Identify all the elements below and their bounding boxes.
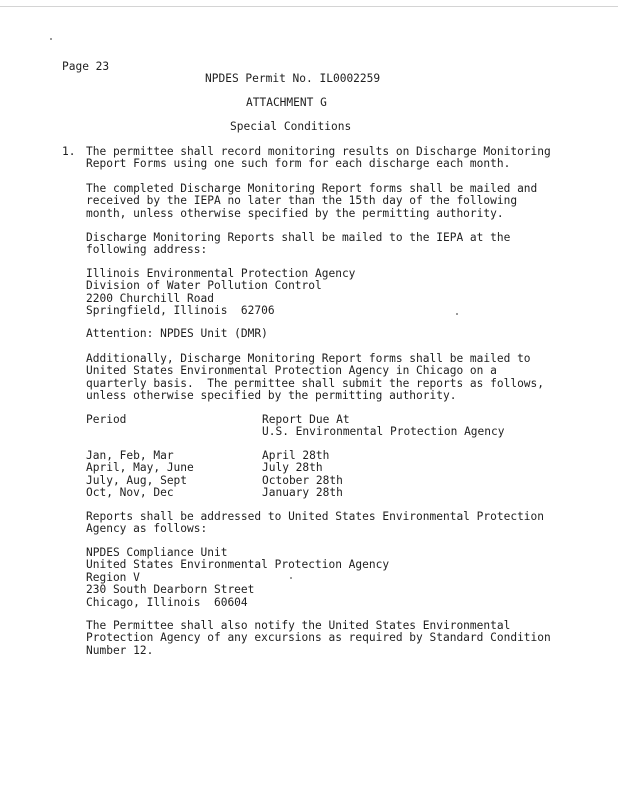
text-line: Number 12. bbox=[86, 643, 154, 657]
address-line: Division of Water Pollution Control bbox=[86, 279, 322, 293]
excursion-paragraph bbox=[86, 620, 551, 657]
address-line: Region V bbox=[86, 570, 140, 584]
attention-line bbox=[86, 328, 268, 340]
due-date-cell: October 28th bbox=[262, 473, 343, 487]
due-date-cell: January 28th bbox=[262, 486, 343, 500]
usepa-paragraph bbox=[86, 353, 544, 403]
text-line: month, unless otherwise specified by the permitting authority. bbox=[86, 206, 504, 220]
scan-speck bbox=[50, 38, 52, 40]
period-cell: April, May, June bbox=[86, 461, 194, 475]
address-line: Illinois Environmental Protection Agency bbox=[86, 267, 356, 280]
text-line: Report Forms using one such form for each discharge each month. bbox=[86, 157, 511, 171]
text-line: unless otherwise specified by the permitting authority. bbox=[86, 389, 457, 403]
period-cell: Jan, Feb, Mar bbox=[86, 449, 174, 462]
due-date-cell: July 28th bbox=[262, 461, 323, 475]
address-line: United States Environmental Protection Agency bbox=[86, 558, 390, 572]
text-line: Reports shall be addressed to United States Environmental Protection bbox=[86, 510, 545, 523]
due-header-line: Report Due At bbox=[262, 413, 350, 426]
text-line: Additionally, Discharge Monitoring Report forms shall be mailed to bbox=[86, 352, 531, 365]
text-line: Protection Agency of any excursions as required by Standard Condition bbox=[86, 631, 551, 645]
text-line: The completed Discharge Monitoring Report forms shall be mailed and bbox=[86, 182, 538, 195]
usepa-address bbox=[86, 547, 389, 609]
scan-edge-line bbox=[0, 6, 618, 7]
text-line: Agency as follows: bbox=[86, 522, 208, 536]
due-header-line: U.S. Environmental Protection Agency bbox=[262, 425, 505, 439]
item-number: 1. bbox=[62, 145, 76, 158]
text-line: following address: bbox=[86, 243, 208, 257]
address-line: NPDES Compliance Unit bbox=[86, 546, 228, 559]
text-line: United States Environmental Protection Agency in Chicago on a bbox=[86, 364, 497, 378]
text-line: Discharge Monitoring Reports shall be mailed to the IEPA at the bbox=[86, 231, 511, 244]
period-cell: July, Aug, Sept bbox=[86, 473, 188, 487]
permit-number: NPDES Permit No. IL0002259 bbox=[205, 72, 381, 85]
iepa-paragraph bbox=[86, 232, 510, 257]
address-line: Chicago, Illinois 60604 bbox=[86, 595, 248, 609]
address-line: 2200 Churchill Road bbox=[86, 291, 214, 305]
text-line: received by the IEPA no later than the 15th day of the following bbox=[86, 194, 518, 208]
attention-text: Attention: NPDES Unit (DMR) bbox=[86, 327, 268, 340]
address-line: Springfield, Illinois 62706 bbox=[86, 304, 275, 318]
iepa-address bbox=[86, 268, 355, 318]
period-cell: Oct, Nov, Dec bbox=[86, 486, 174, 500]
schedule-due-header bbox=[262, 414, 504, 439]
mailing-paragraph bbox=[86, 183, 537, 220]
section-title: Special Conditions bbox=[230, 120, 352, 133]
period-header: Period bbox=[86, 413, 127, 426]
attachment-title: ATTACHMENT G bbox=[246, 96, 327, 109]
page-number: Page 23 bbox=[62, 60, 110, 73]
due-date-cell: April 28th bbox=[262, 449, 330, 462]
text-line: The Permittee shall also notify the United States Environmental bbox=[86, 619, 511, 632]
schedule-period-header bbox=[86, 414, 126, 426]
text-line: The permittee shall record monitoring results on Discharge Monitoring bbox=[86, 145, 551, 158]
schedule-periods bbox=[86, 450, 194, 500]
addressee-paragraph bbox=[86, 511, 544, 536]
intro-paragraph bbox=[86, 146, 551, 171]
scan-speck bbox=[456, 313, 458, 315]
text-line: quarterly basis. The permittee shall submit the reports as follows, bbox=[86, 376, 545, 390]
address-line: 230 South Dearborn Street bbox=[86, 583, 255, 597]
schedule-due-dates bbox=[262, 450, 343, 500]
